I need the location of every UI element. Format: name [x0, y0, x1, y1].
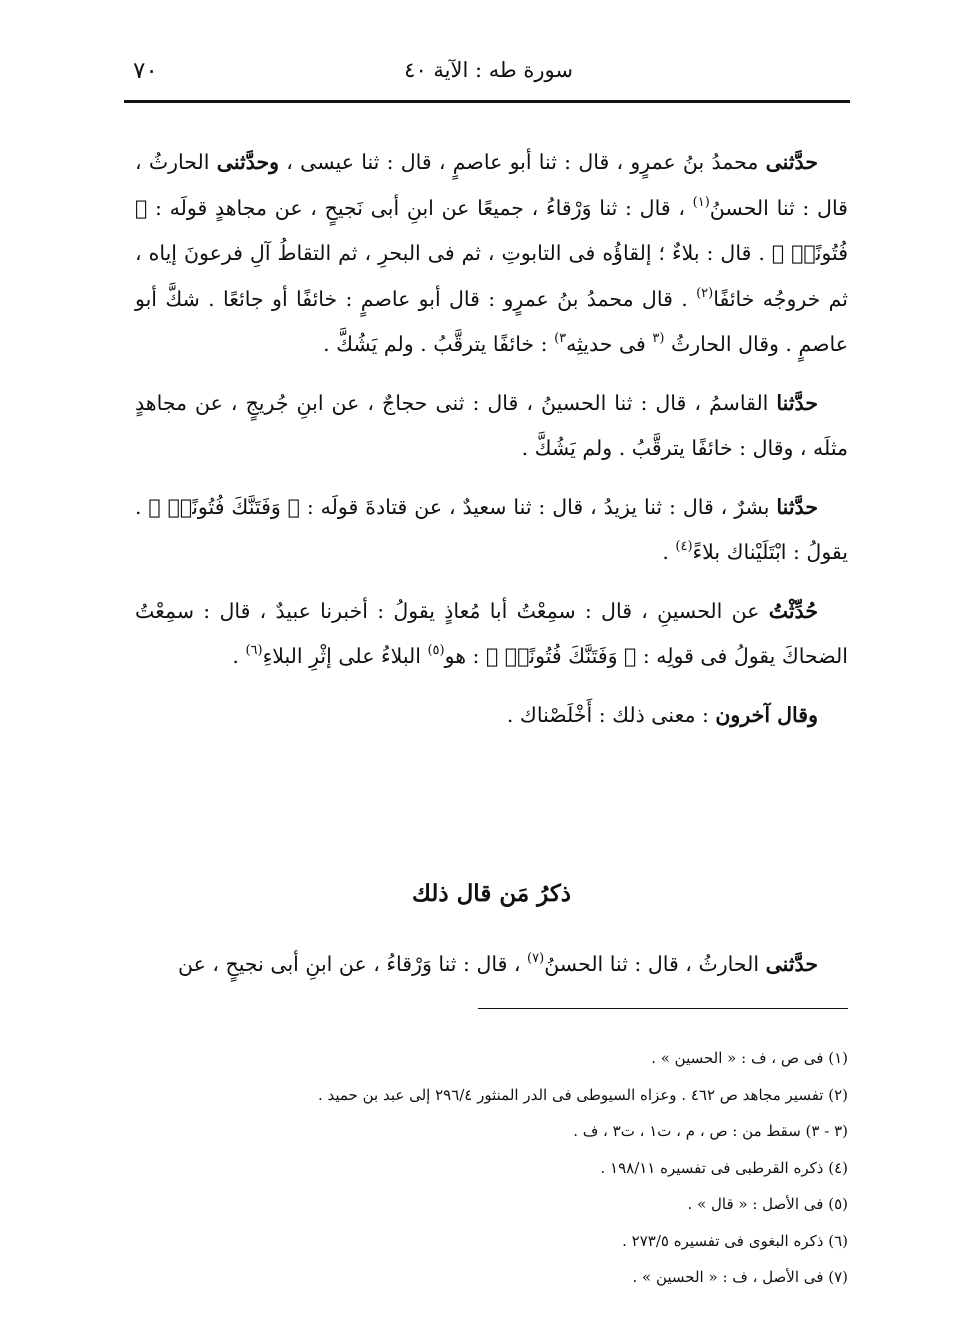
paragraph-lead: حدَّثنى — [765, 150, 818, 174]
footnote-marker: (٥) — [427, 643, 445, 658]
page-header — [133, 52, 848, 92]
text-run: ، قال : ثنا وَرْقاءُ ، عن ابنِ أبى نجيحٍ ، عن — [178, 952, 528, 976]
paragraph-body — [178, 952, 766, 976]
footnote-marker: (٦) — [245, 643, 263, 658]
footnote-marker: (٧) — [527, 951, 545, 966]
page-number: ٧٠ — [133, 58, 158, 84]
footnote-marker: (٣ — [652, 331, 665, 346]
paragraph — [135, 485, 848, 576]
text-run: فى حديثِه — [566, 332, 653, 356]
footnotes — [135, 1040, 848, 1296]
paragraph-lead: حدَّثنى — [765, 952, 818, 976]
text-run: بشرٌ ، قال : ثنا يزيدُ ، قال : ثنا سعيدٌ ، عن قتادةَ قولَه : ﴿ وَفَتَنَّكَ فُتُونًاۚ ﴾ . يقولُ : ابْتَلَيْناك بلاءً — [135, 494, 848, 564]
footnote: (١) فى ص ، ف : « الحسين » . — [651, 1049, 848, 1067]
bold-text: وحدَّثنى — [216, 150, 280, 174]
paragraph-body — [135, 391, 848, 461]
paragraph-lead: حدَّثنا — [776, 390, 818, 415]
footnote: (٥) فى الأصل : « قال » . — [687, 1195, 848, 1213]
footnote: (٣ - ٣) سقط من : ص ، م ، ت١ ، ت٣ ، ف . — [573, 1122, 848, 1140]
text-run: الحارثُ ، قال : ثنا الحسنُ — [544, 952, 766, 976]
main-text — [135, 140, 848, 738]
paragraph-body — [507, 703, 715, 727]
paragraph — [135, 693, 848, 739]
footnote: (٦) ذكره البغوى فى تفسيره ٢٧٣/٥ . — [622, 1231, 848, 1250]
paragraph-lead: حدَّثنا — [776, 494, 818, 519]
text-run: ، قال : ثنا وَرْقاءُ ، جميعًا عن ابنِ أبى نَجيحٍ ، عن مجاهدٍ قولَه : ﴿ فُتُونًاۚ ﴾ . قال : بلاءٌ ؛ إلقاؤُه فى التابوتِ ، ثم فى البحرِ ، ثم التقاطُ آلِ فرعونَ إياه ، ثم خروجُه خائفًا — [135, 195, 849, 311]
text-run: . — [662, 540, 676, 564]
paragraph-body — [135, 495, 848, 565]
paragraph-lead: حُدِّثْتُ — [768, 598, 818, 623]
paragraph — [135, 140, 848, 368]
footnote: (٢) تفسير مجاهد ص ٤٦٢ . وعزاه السيوطى فى الدر المنثور ٢٩٦/٤ إلى عبد بن حميد . — [317, 1085, 848, 1104]
footnote-marker: (١) — [692, 194, 710, 210]
paragraph — [135, 589, 848, 680]
text-run: : خائفًا يترقَّبُ . ولم يَشُكَّ . — [323, 332, 555, 356]
paragraph-lead: وقال آخرون — [715, 702, 818, 727]
running-title: سورة طه : الآية ٤٠ — [404, 58, 573, 82]
text-run: البلاءُ على إثْرِ البلاءِ — [262, 644, 428, 668]
footnote-marker: (٤) — [675, 539, 693, 554]
text-run: محمدُ بنُ عمرٍو ، قال : ثنا أبو عاصمٍ ، قال : ثنا عيسى ، — [279, 150, 766, 174]
text-run: القاسمُ ، قال : ثنا الحسينُ ، قال : ثنى حجاجٌ ، عن ابنِ جُريجٍ ، عن مجاهدٍ مثلَه ، وقال : خائفًا يترقَّبُ . ولم يَشُكَّ . — [135, 390, 848, 460]
text-run: . — [232, 644, 246, 668]
footnote-marker: (٢) — [696, 285, 714, 301]
header-rule — [124, 100, 850, 103]
section-heading: ذكرُ مَن قال ذلك — [411, 880, 572, 907]
text-run: عن الحسينِ ، قال : سمِعْتُ أبا مُعاذٍ يقولُ : أخبرنا عبيدٌ ، قال : سمِعْتُ الضحاكَ يقولُ فى قولِه : ﴿ وَفَتَنَّكَ فُتُونًاۚ ﴾ : هو — [135, 598, 848, 668]
footnote-divider — [478, 1008, 848, 1009]
text-run: : معنى ذلك : أَخْلَصْناك . — [506, 702, 716, 727]
paragraph — [135, 942, 848, 987]
footnote: (٤) ذكره القرطبى فى تفسيره ١٩٨/١١ . — [600, 1158, 848, 1177]
paragraph-body — [135, 150, 848, 356]
footnote-marker: ٣) — [554, 331, 567, 346]
text-run: . قال محمدُ بنُ عمرٍو : قال أبو عاصمٍ : خائفًا أو جائعًا . شكَّ أبو عاصمٍ . وقال الحارثُ — [135, 286, 848, 356]
paragraph-body — [135, 599, 848, 669]
text-run: الحارثُ ، قال : ثنا الحسنُ — [135, 150, 848, 220]
paragraph — [135, 381, 848, 472]
footnote: (٧) فى الأصل ، ف : « الحسين » . — [632, 1268, 848, 1286]
